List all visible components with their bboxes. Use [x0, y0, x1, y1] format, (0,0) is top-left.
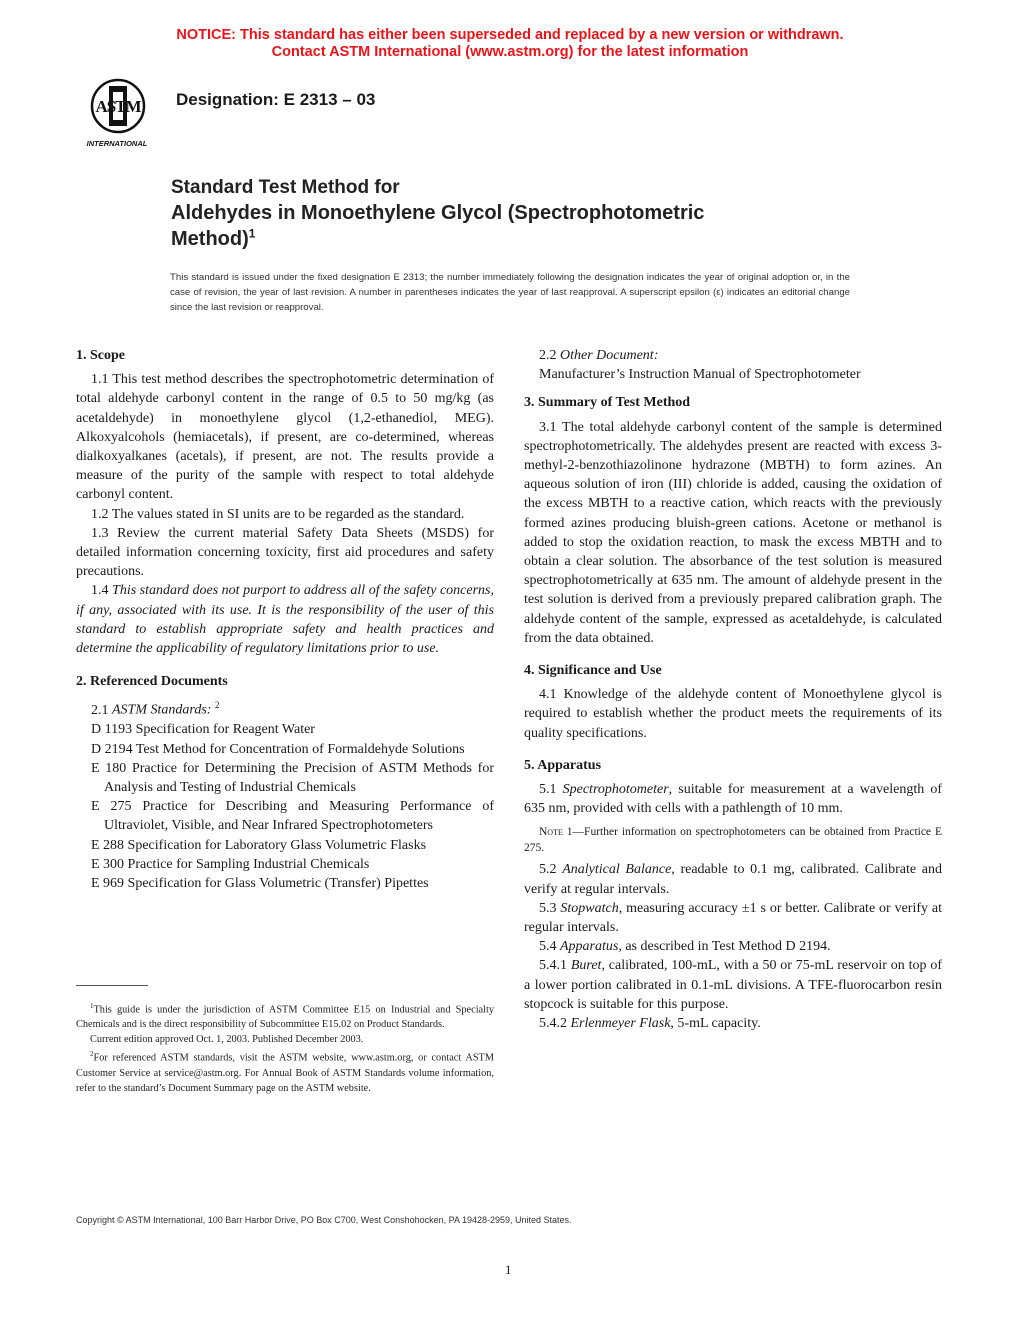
footnote-1: $^1$This guide is under the jurisdiction of ASTM Committee E15 on Industrial and Specialty Chemicals and is the direct responsibility of Subcommittee E15.02 on Product Standards.	[76, 1002, 494, 1031]
copyright-line: Copyright © ASTM International, 100 Barr Harbor Drive, PO Box C700, West Conshohocken, PA 19428-2959, United States.	[76, 1215, 572, 1225]
notice-line-2: Contact ASTM International (www.astm.org) for the latest information	[271, 44, 749, 60]
section-heading-summary: 3. Summary of Test Method	[524, 395, 691, 411]
note-1: Note 1—Further information on spectrophotometers can be obtained from Practice E 275.	[524, 826, 942, 855]
title-line-1: Standard Test Method for	[171, 177, 400, 198]
paragraph-5-4-2: 5.4.2 Erlenmeyer Flask, 5-mL capacity.	[539, 1016, 761, 1032]
right-column	[524, 346, 942, 1033]
paragraph-5-3: 5.3 Stopwatch, measuring accuracy ±1 s or better. Calibrate or verify at regular intervals.	[524, 900, 942, 936]
paragraph-4-1: 4.1 Knowledge of the aldehyde content of Monoethylene glycol is required to establish whether the product meets the requirements of its quality specifications.	[524, 687, 942, 741]
paragraph-5-4: 5.4 Apparatus, as described in Test Method D 2194.	[539, 939, 831, 955]
page-number: 1	[505, 1262, 512, 1277]
reference-item: D 2194 Test Method for Concentration of Formaldehyde Solutions	[91, 741, 465, 757]
paragraph-1-1: 1.1 This test method describes the spectrophotometric determination of total aldehyde carbonyl content in the range of 0.5 to 50 mg/kg (as acetaldehyde) in monoethylene glycol (1,2-ethanediol, MEG). Alkoxyalcohols (hemiacetals), if present, are co-determined, whereas dialkoxyalkanes (acetals), if present, are not. The results provide a measure of the purity of the sample with respect to total aldehyde carbonyl content.	[76, 372, 494, 503]
logo-subtext: INTERNATIONAL	[86, 139, 148, 148]
title-line-3: Method)	[171, 228, 249, 250]
footnote-1-edition: Current edition approved Oct. 1, 2003. Published December 2003.	[90, 1034, 364, 1046]
title-line-2: Aldehydes in Monoethylene Glycol (Spectrophotometric	[171, 202, 705, 224]
paragraph-1-2: 1.2 The values stated in SI units are to be regarded as the standard.	[91, 506, 465, 522]
title-footnote-ref[interactable]: 1	[248, 226, 256, 241]
notice-line-1: NOTICE: This standard has either been superseded and replaced by a new version or withdrawn.	[176, 27, 844, 43]
paragraph-3-1: 3.1 The total aldehyde carbonyl content of the sample is determined spectrophotometrically. The aldehydes present are reacted with excess 3-methyl-2-benzothiazolinone hydrazone (MBTH) to form azines. An aqueous solution of iron (III) chloride is added, causing the oxidation of the excess MBTH to a reactive cation, which reacts with the previously formed azines producing bluish-green cations. Acetone or methanol is added to stop the oxidation reaction, to mask the excess MBTH and to obtain a clear solution. The absorbance of the test solution is measured spectrophotometrically at 635 nm. The amount of aldehyde present in the test solution is derived from a previously prepared calibration graph. The aldehyde content of the sample, expressed as acetaldehyde, is calculated from the data obtained.	[524, 419, 942, 646]
left-column	[76, 346, 494, 893]
section-heading-apparatus: 5. Apparatus	[524, 757, 602, 773]
footnote-divider	[76, 985, 148, 986]
reference-item: D 1193 Specification for Reagent Water	[91, 722, 315, 738]
document-title	[171, 176, 851, 252]
paragraph-5-2: 5.2 Analytical Balance, readable to 0.1 mg, calibrated. Calibrate and verify at regular intervals.	[524, 862, 942, 897]
reference-item: E 288 Specification for Laboratory Glass Volumetric Flasks	[91, 837, 427, 853]
withdrawal-notice	[0, 27, 1020, 61]
footnote-2: $^2$For referenced ASTM standards, visit the ASTM website, www.astm.org, or contact ASTM Customer Service at service@astm.org. For Annual Book of ASTM Standards volume information, refer to the standard’s Document Summary page on the ASTM website.	[76, 1050, 494, 1094]
reference-item: E 180 Practice for Determining the Precision of ASTM Methods for Analysis and Testing of Industrial Chemicals	[91, 760, 494, 795]
astm-logo	[72, 76, 162, 150]
section-heading-significance: 4. Significance and Use	[524, 663, 662, 679]
reference-item: E 275 Practice for Describing and Measuring Performance of Ultraviolet, Visible, and Near Infrared Spectrophotometers	[91, 799, 494, 834]
reference-item: E 300 Practice for Sampling Industrial Chemicals	[91, 856, 370, 872]
footnotes	[76, 999, 494, 1096]
paragraph-1-3: 1.3 Review the current material Safety Data Sheets (MSDS) for detailed information concerning toxicity, first aid procedures and safety precautions.	[76, 525, 494, 580]
paragraph-1-4: 1.4 This standard does not purport to address all of the safety concerns, if any, associated with its use. It is the responsibility of the user of this standard to establish appropriate safety and health practices and determine the applicability of regulatory limitations prior to use.	[76, 583, 494, 657]
other-document-label: 2.2 Other Document:	[539, 348, 659, 363]
other-document-item: Manufacturer’s Instruction Manual of Spectrophotometer	[539, 367, 861, 383]
paragraph-5-1: 5.1 Spectrophotometer, suitable for measurement at a wavelength of 635 nm, provided with cells with a pathlength of 10 mm.	[524, 782, 943, 817]
issuance-statement: This standard is issued under the fixed designation E 2313; the number immediately following the designation indicates the year of original adoption or, in the case of revision, the year of last revision. A number in parentheses indicates the year of last reapproval. A superscript epsilon (ε) indicates an editorial change since the last revision or reapproval.	[170, 272, 850, 313]
designation: Designation: E 2313 – 03	[176, 90, 376, 109]
section-heading-referenced-documents: 2. Referenced Documents	[76, 674, 228, 690]
paragraph-5-4-1: 5.4.1 Buret, calibrated, 100-mL, with a 50 or 75-mL reservoir on top of a lower portion calibrated in 0.1-mL divisions. A TFE-fluorocarbon resin stopcock is suitable for this purpose.	[524, 958, 943, 1012]
logo-text: ASTM	[95, 97, 141, 116]
astm-standards-label: 2.1 ASTM Standards: $^2$	[91, 700, 220, 719]
reference-item: E 969 Specification for Glass Volumetric (Transfer) Pipettes	[91, 875, 429, 891]
section-heading-scope: 1. Scope	[76, 348, 125, 363]
